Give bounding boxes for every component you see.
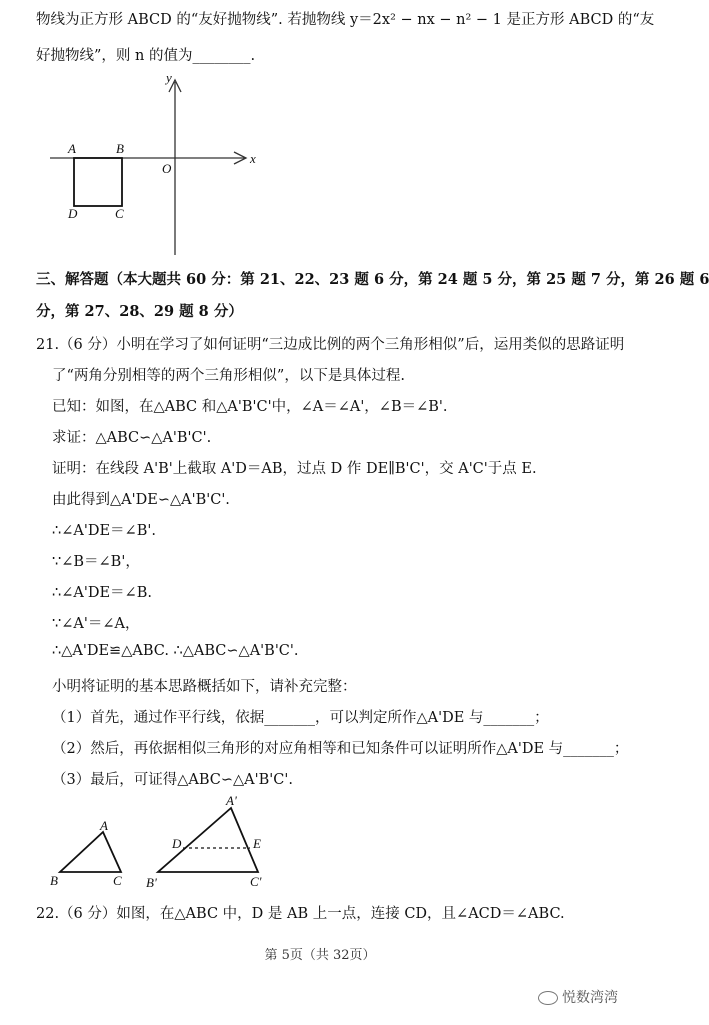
wechat-icon — [538, 991, 558, 1005]
tri2-a-label: A' — [226, 793, 237, 808]
tri1-b-label: B — [50, 873, 58, 888]
point-c-label: C — [115, 206, 124, 221]
point-a-label: A — [68, 141, 76, 156]
text-line: ∴∠A'DE＝∠B'. — [52, 523, 156, 539]
question-22: 22.（6 分）如图，在△ABC 中，D 是 AB 上一点，连接 CD，且∠ACD＝∠ABC. — [36, 906, 565, 922]
text-line: 已知：如图，在△ABC 和△A'B'C'中，∠A＝∠A'，∠B＝∠B'. — [52, 399, 448, 415]
tri1-c-label: C — [113, 873, 122, 888]
watermark-text: 悦数湾湾 — [562, 990, 618, 1006]
text-line: （1）首先，通过作平行线，依据_______，可以判定所作△A'DE 与_______； — [52, 710, 549, 726]
watermark — [538, 987, 618, 1007]
text-line: 好抛物线”，则 n 的值为________. — [36, 48, 256, 64]
question-21: 21.（6 分）小明在学习了如何证明“三边成比例的两个三角形相似”后，运用类似的思路证明 — [36, 337, 625, 353]
section-heading: 分，第 27、28、29 题 8 分） — [36, 303, 243, 320]
text-line: 求证：△ABC∽△A'B'C'. — [52, 430, 212, 446]
origin-label: O — [162, 161, 172, 176]
text-line: 证明：在线段 A'B'上截取 A'D＝AB，过点 D 作 DE∥B'C'，交 A'C'于点 E. — [52, 461, 537, 477]
text-line: 了“两角分别相等的两个三角形相似”，以下是具体过程. — [52, 368, 405, 384]
section-heading: 三、解答题（本大题共 60 分：第 21、22、23 题 6 分，第 24 题 5 分，第 25 题 7 分，第 26 题 6 — [36, 271, 709, 288]
text-line: （3）最后，可证得△ABC∽△A'B'C'. — [52, 772, 293, 788]
point-d-label: D — [68, 206, 78, 221]
text-line: ∴∠A'DE＝∠B. — [52, 585, 152, 601]
text-line: 物线为正方形 ABCD 的“友好抛物线”. 若抛物线 y＝2x² − nx − n² − 1 是正方形 ABCD 的“友 — [36, 12, 655, 28]
point-b-label: B — [116, 141, 124, 156]
text-line: 小明将证明的基本思路概括如下，请补充完整： — [52, 679, 357, 695]
text-line: （2）然后，再依据相似三角形的对应角相等和已知条件可以证明所作△A'DE 与_______； — [52, 741, 629, 757]
page-footer: 第 5页（共 32页） — [264, 948, 376, 963]
text-line: ∴△A'DE≌△ABC. ∴△ABC∽△A'B'C'. — [52, 643, 299, 659]
axis-x-label: x — [250, 151, 256, 166]
tri2-c-label: C' — [250, 874, 262, 889]
axis-y-label: y — [166, 70, 172, 85]
tri2-d-label: D — [172, 836, 182, 851]
text-line: ∵∠B＝∠B'， — [52, 554, 140, 570]
text-line: ∵∠A'＝∠A， — [52, 616, 140, 632]
text-line: 由此得到△A'DE∽△A'B'C'. — [52, 492, 230, 508]
tri2-e-label: E — [253, 836, 261, 851]
tri1-a-label: A — [100, 818, 108, 833]
tri2-b-label: B' — [146, 875, 157, 890]
